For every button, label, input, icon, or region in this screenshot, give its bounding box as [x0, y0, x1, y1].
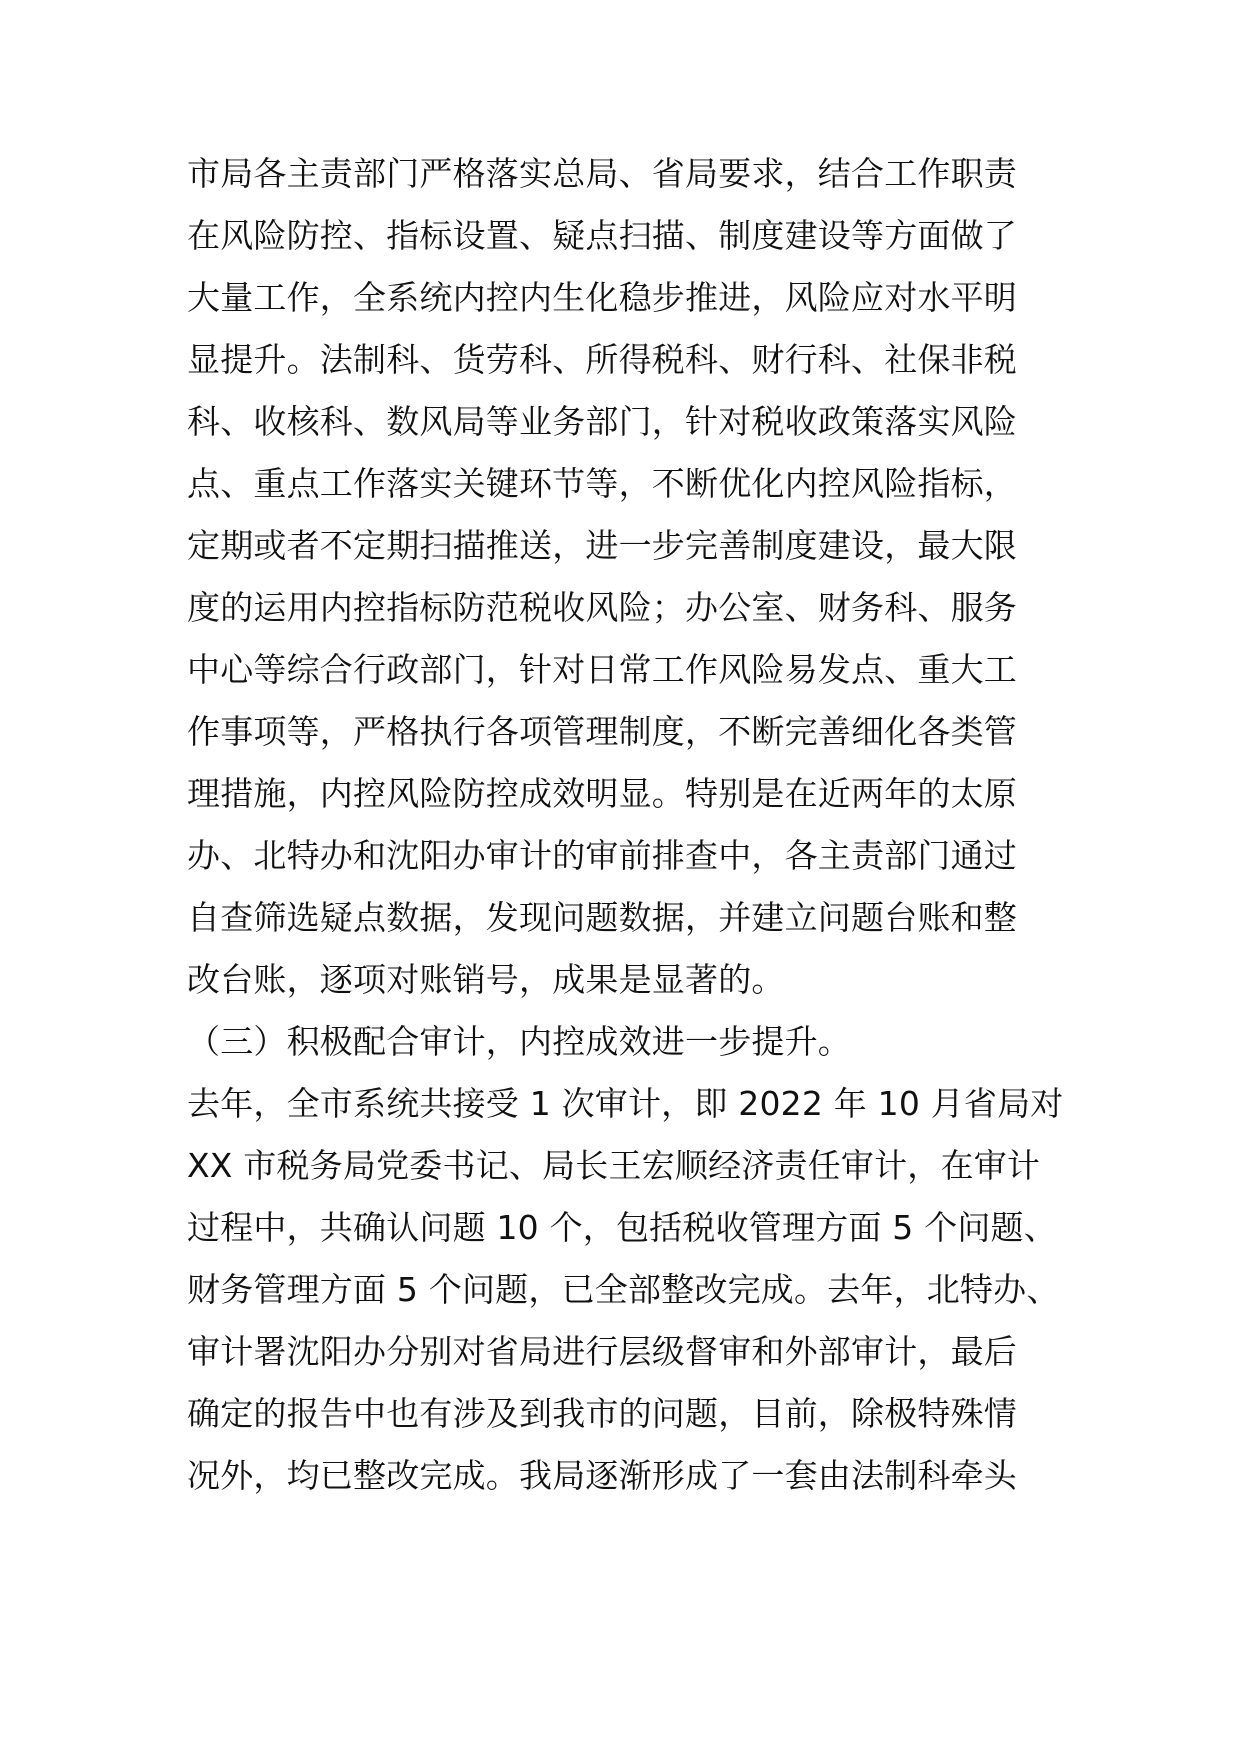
text-line: 况外，均已整改完成。我局逐渐形成了一套由法制科牵头: [187, 1456, 1017, 1495]
text-line: 大量工作，全系统内控内生化稳步推进，风险应对水平明: [187, 278, 1017, 317]
text-line: 点、重点工作落实关键环节等，不断优化内控风险指标，: [187, 464, 1017, 503]
text-line: 确定的报告中也有涉及到我市的问题，目前，除极特殊情: [187, 1394, 1017, 1433]
section-heading: （三）积极配合审计，内控成效进一步提升。: [187, 1022, 851, 1061]
text-line: 科、收核科、数风局等业务部门，针对税收政策落实风险: [187, 402, 1017, 441]
text-line: 作事项等，严格执行各项管理制度，不断完善细化各类管: [187, 712, 1017, 751]
text-line: 度的运用内控指标防范税收风险；办公室、财务科、服务: [187, 588, 1017, 627]
text-line: 改台账，逐项对账销号，成果是显著的。: [187, 960, 785, 999]
text-line: 显提升。法制科、货劳科、所得税科、财行科、社保非税: [187, 340, 1017, 379]
text-line: 在风险防控、指标设置、疑点扫描、制度建设等方面做了: [187, 216, 1017, 255]
text-line: 定期或者不定期扫描推送，进一步完善制度建设，最大限: [187, 526, 1017, 565]
text-line: XX 市税务局党委书记、局长王宏顺经济责任审计，在审计: [187, 1146, 1041, 1185]
text-line: 审计署沈阳办分别对省局进行层级督审和外部审计，最后: [187, 1332, 1017, 1371]
text-line: 办、北特办和沈阳办审计的审前排查中，各主责部门通过: [187, 836, 1017, 875]
text-line: 自查筛选疑点数据，发现问题数据，并建立问题台账和整: [187, 898, 1017, 937]
text-line: 理措施，内控风险防控成效明显。特别是在近两年的太原: [187, 774, 1017, 813]
text-line: 财务管理方面 5 个问题，已全部整改完成。去年，北特办、: [187, 1270, 1060, 1309]
text-line: 过程中，共确认问题 10 个，包括税收管理方面 5 个问题、: [187, 1208, 1057, 1247]
text-line: 去年，全市系统共接受 1 次审计，即 2022 年 10 月省局对: [187, 1084, 1064, 1123]
text-line: 中心等综合行政部门，针对日常工作风险易发点、重大工: [187, 650, 1017, 689]
text-line: 市局各主责部门严格落实总局、省局要求，结合工作职责: [187, 154, 1017, 193]
